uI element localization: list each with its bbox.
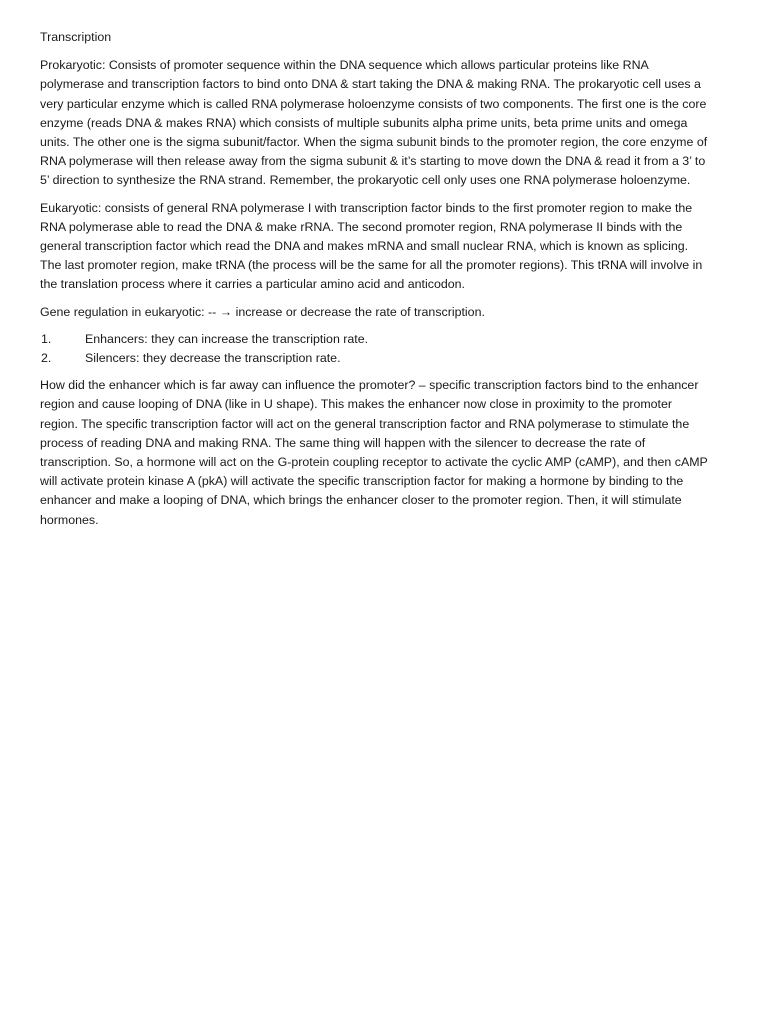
- document-title: Transcription: [40, 30, 112, 44]
- list-item-text: Enhancers: they can increase the transcription rate.: [85, 331, 369, 346]
- paragraph-prokaryotic: Prokaryotic: Consists of promoter sequence within the DNA sequence which allows particular proteins like RNA polymerase and transcription factors to bind onto DNA & start taking the DNA & making RNA. The prokaryotic cell uses a very particular enzyme which is called RNA polymerase holoenzyme consists of two components. The first one is the core enzyme (reads DNA & makes RNA) which consists of multiple subunits alpha prime units, beta prime units and omega units. The other one is the sigma subunit/factor. When the sigma subunit binds to the promoter region, the core enzyme of RNA polymerase will then release away from the sigma subunit & it’s starting to move down the DNA & read it from a 3’ to 5’ direction to synthesize the RNA strand. Remember, the prokaryotic cell only uses one RNA polymerase holoenzyme.: [40, 58, 708, 188]
- list-item-number: 2.: [41, 351, 52, 366]
- paragraph-enhancer: How did the enhancer which is far away can influence the promoter? – specific transcription factors bind to the enhancer region and cause looping of DNA (like in U shape). This makes the enhancer now close in proximity to the promoter region. The specific transcription factor will act on the general transcription factor and RNA polymerase to stimulate the process of reading DNA and making RNA. The same thing will happen with the silencer to decrease the rate of transcription. So, a hormone will act on the G-protein coupling receptor to activate the cyclic AMP (cAMP), and then cAMP will activate protein kinase A (pkA) will activate the specific transcription factor for making a hormone by binding to the enhancer and make a looping of DNA, which brings the enhancer closer to the promoter region. Then, it will stimulate hormones.: [40, 378, 708, 527]
- paragraph-gene-regulation: Gene regulation in eukaryotic: -- → increase or decrease the rate of transcription.: [40, 304, 485, 319]
- paragraph-eukaryotic: Eukaryotic: consists of general RNA polymerase I with transcription factor binds to the first promoter region to make the RNA polymerase able to read the DNA & make rRNA. The second promoter region, RNA polymerase II binds with the general transcription factor which read the DNA and makes mRNA and small nuclear RNA, which is known as splicing. The last promoter region, make tRNA (the process will be the same for all the promoter regions). This tRNA will involve in the translation process where it carries a particular amino acid and anticodon.: [40, 200, 703, 292]
- list-item-text: Silencers: they decrease the transcription rate.: [85, 351, 341, 366]
- list-item: [40, 349, 712, 368]
- list-item: [40, 330, 712, 349]
- regulation-list: [40, 330, 712, 368]
- list-item-number: 1.: [41, 331, 52, 346]
- document-page: [40, 28, 712, 538]
